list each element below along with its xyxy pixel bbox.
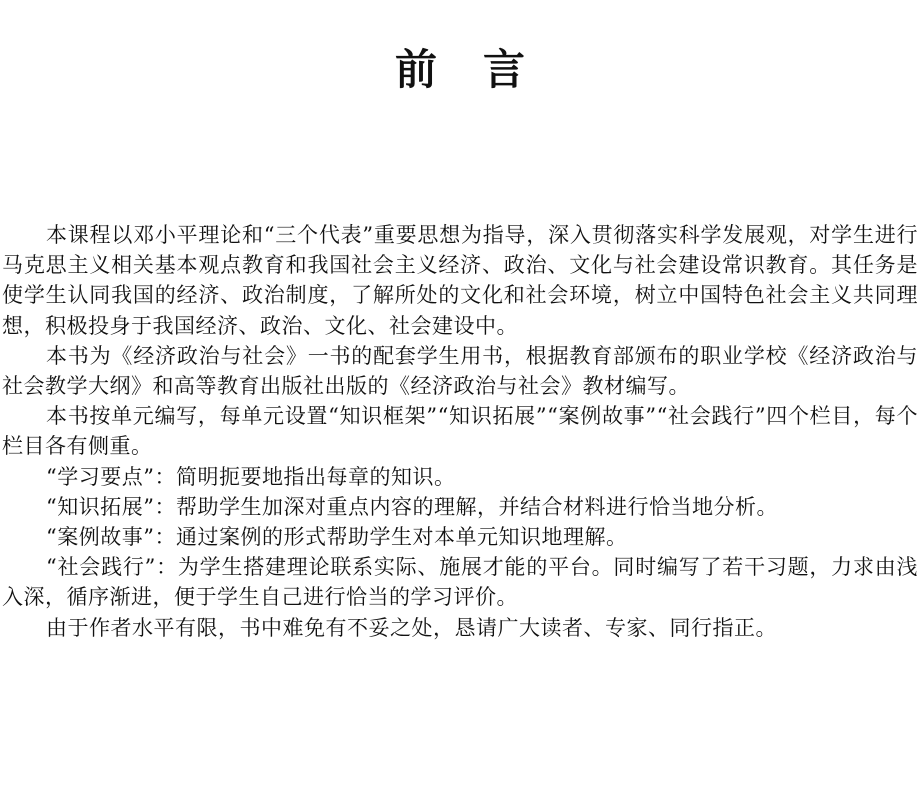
paragraph-structure: 本书按单元编写，每单元设置“知识框架”“知识拓展”“案例故事”“社会践行”四个栏目，每个栏目各有侧重。 xyxy=(2,404,918,459)
paragraph-learning-points: “学习要点”：简明扼要地指出每章的知识。 xyxy=(46,464,456,489)
paragraph-case-stories: “案例故事”：通过案例的形式帮助学生对本单元知识地理解。 xyxy=(46,525,628,550)
preface-body xyxy=(2,220,918,643)
paragraph-social-practice: “社会践行”：为学生搭建理论联系实际、施展才能的平台。同时编写了若干习题，力求由浅入深，循序渐进，便于学生自己进行恰当的学习评价。 xyxy=(2,555,918,610)
page-title: 前言 xyxy=(394,45,571,94)
paragraph-knowledge-extension: “知识拓展”：帮助学生加深对重点内容的理解，并结合材料进行恰当地分析。 xyxy=(46,494,778,519)
paragraph-closing-note: 由于作者水平有限，书中难免有不妥之处，恳请广大读者、专家、同行指正。 xyxy=(46,615,777,640)
paragraph-book-basis: 本书为《经济政治与社会》一书的配套学生用书，根据教育部颁布的职业学校《经济政治与社会教学大纲》和高等教育出版社出版的《经济政治与社会》教材编写。 xyxy=(2,343,918,399)
paragraph-course-intro: 本课程以邓小平理论和“三个代表”重要思想为指导，深入贯彻落实科学发展观，对学生进行马克思主义相关基本观点教育和我国社会主义经济、政治、文化与社会建设常识教育。其任务是使学生认同我国的经济、政治制度，了解所处的文化和社会环境，树立中国特色社会主义共同理想，积极投身于我国经济、政治、文化、社会建设中。 xyxy=(2,223,918,338)
